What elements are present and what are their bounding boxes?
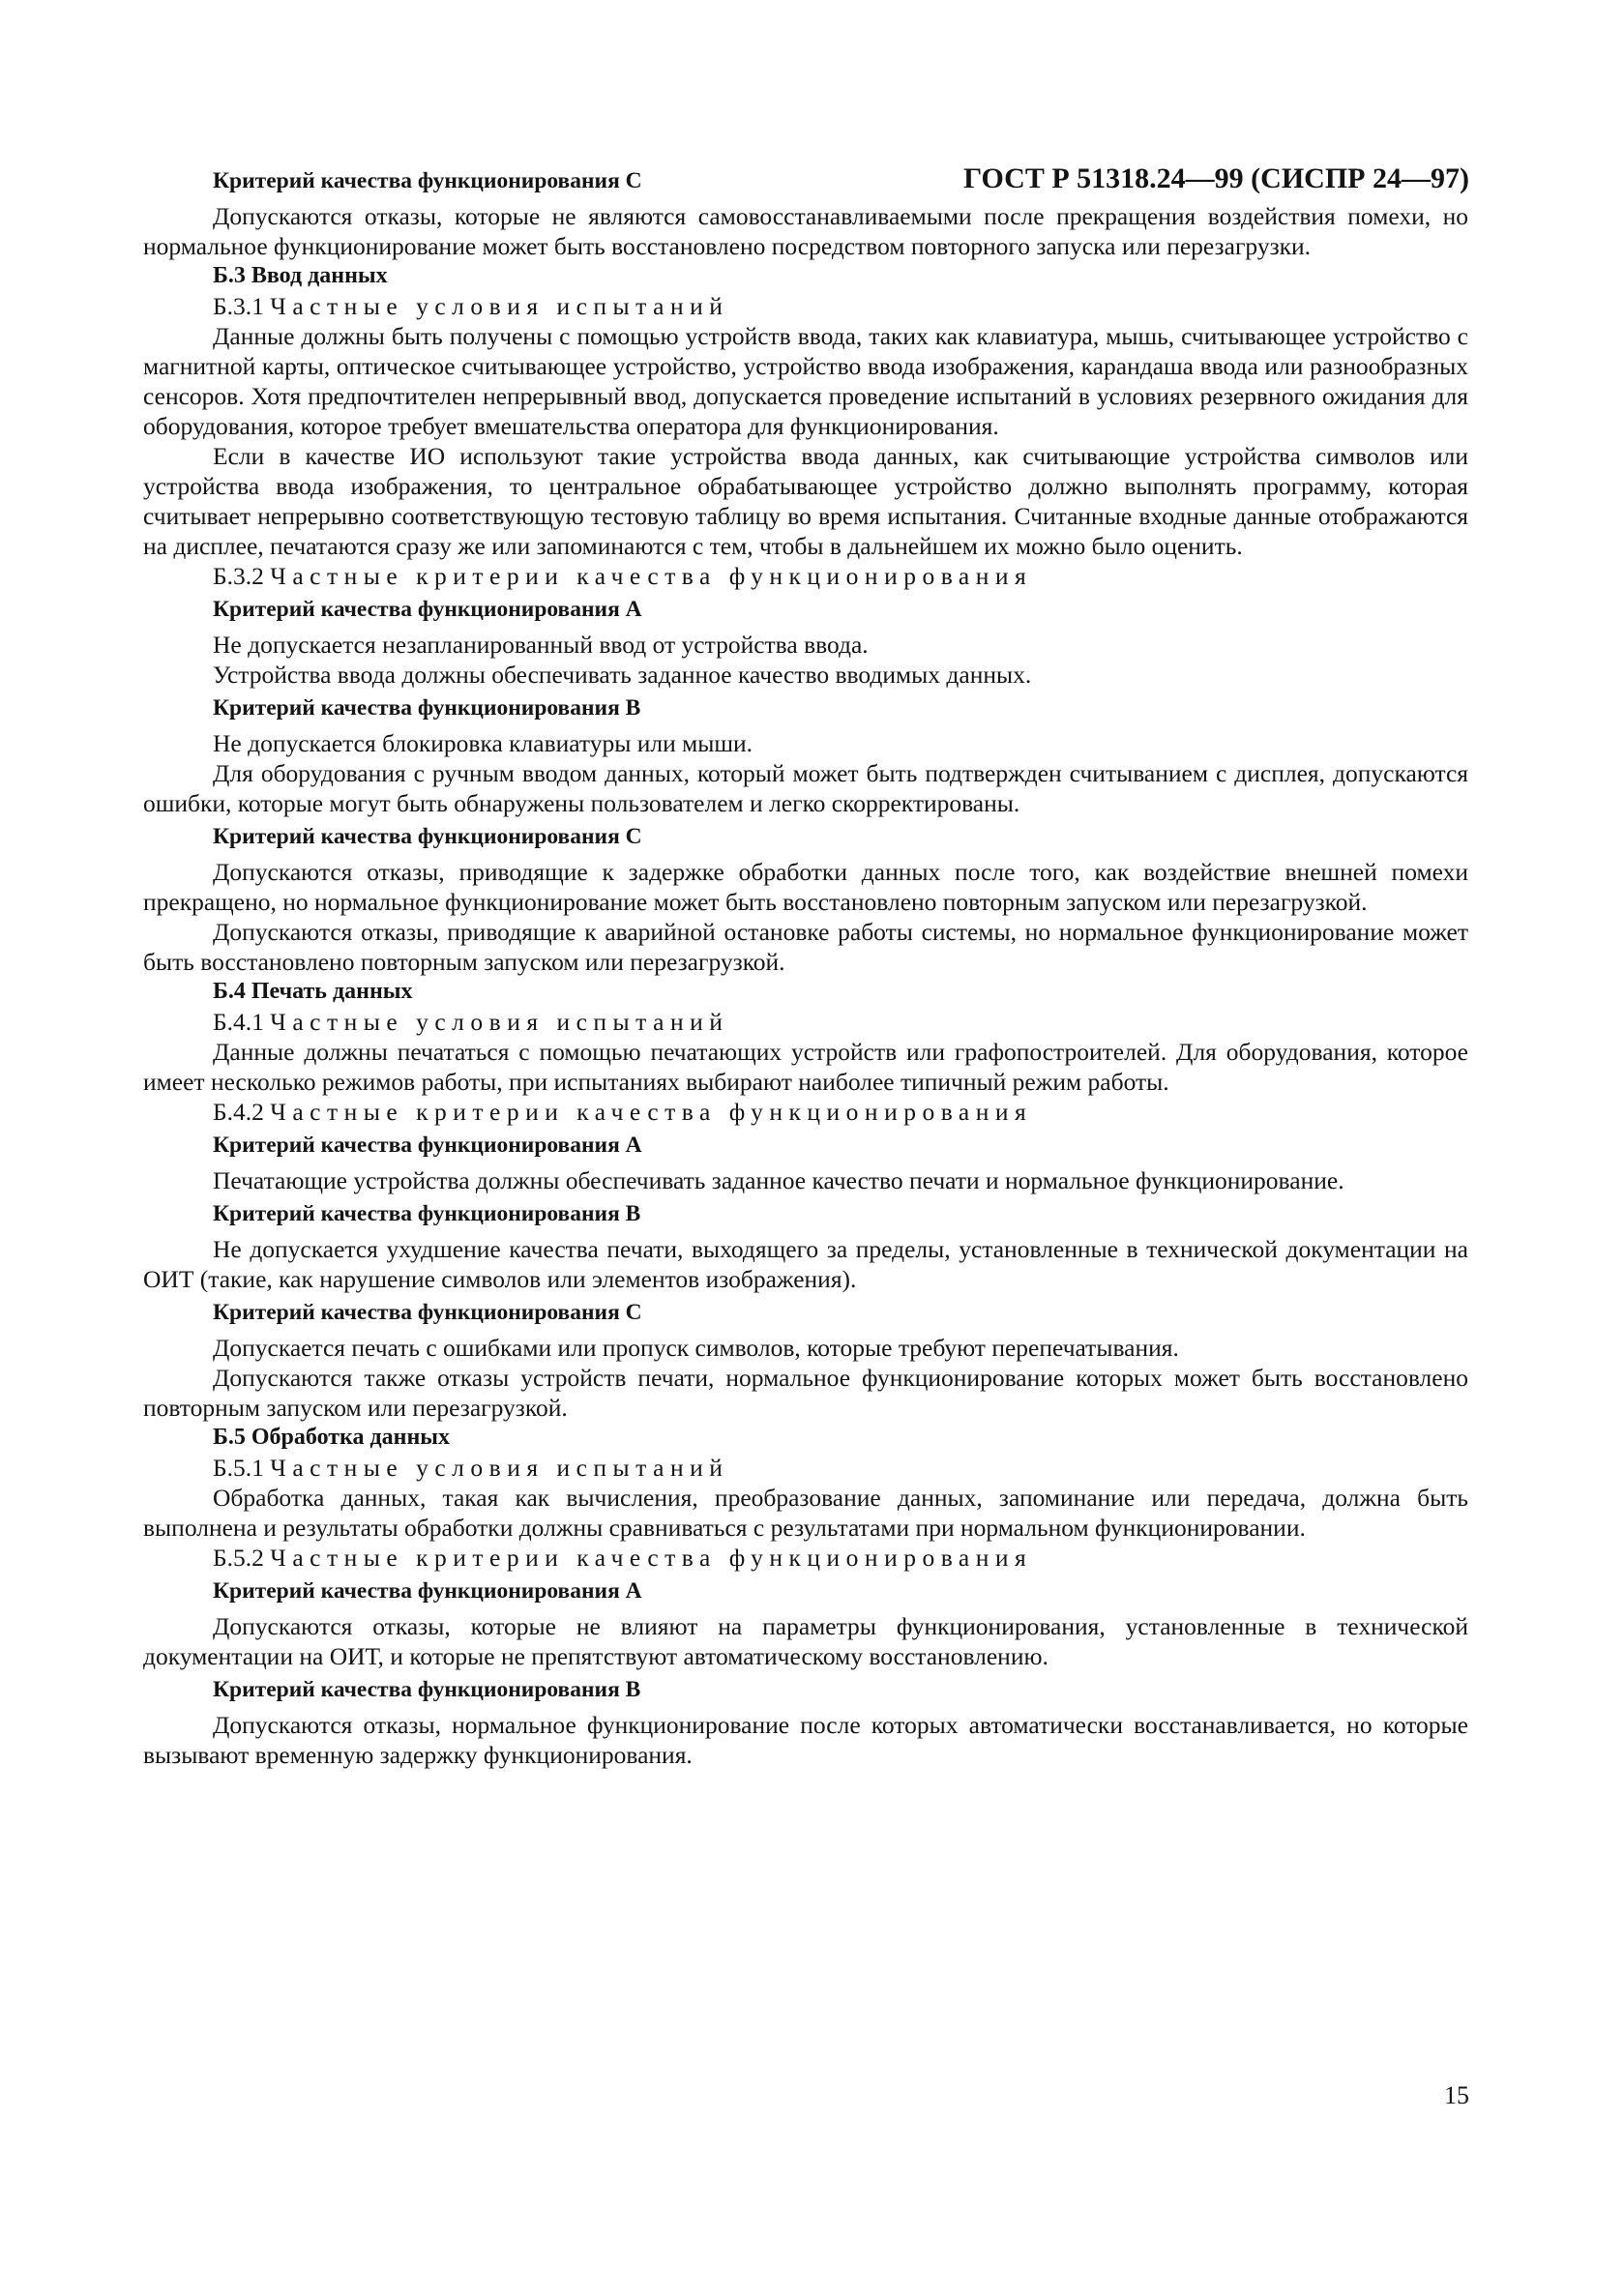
subsection-title: Частные критерии качества функционирования	[270, 1098, 1033, 1126]
section-heading: Б.4 Печать данных	[213, 979, 413, 1004]
subsection-heading	[143, 561, 1468, 591]
subsection-title: Частные условия испытаний	[270, 1454, 729, 1482]
paragraph: Допускаются отказы, нормальное функционирование после которых автоматически восстанавливается, но которые вызывают временную задержку функционирования.	[143, 1711, 1468, 1769]
subsection-number: Б.3.2	[213, 562, 264, 590]
section-heading: Б.5 Обработка данных	[213, 1425, 451, 1450]
subsection-number: Б.5.2	[213, 1544, 264, 1572]
subsection-number: Б.5.1	[213, 1454, 264, 1482]
subsection-heading	[143, 291, 1468, 321]
criterion-heading: Критерий качества функционирования В	[213, 1677, 641, 1702]
paragraph: Допускаются отказы, приводящие к задержке обработки данных после того, как воздействие внешней помехи прекращено, но нормальное функционирование может быть восстановлено повторным запуском или перезагрузкой.	[143, 858, 1468, 916]
subsection-heading	[143, 1453, 1468, 1483]
criterion-heading: Критерий качества функционирования В	[213, 695, 641, 721]
paragraph: Допускаются отказы, которые не влияют на параметры функционирования, установленные в технической документации на ОИТ, и которые не препятствуют автоматическому восстановлению.	[143, 1612, 1468, 1670]
criterion-heading: Критерий качества функционирования С	[213, 824, 642, 849]
subsection-heading	[143, 1007, 1468, 1037]
criterion-heading: Критерий качества функционирования С	[213, 1300, 642, 1325]
page-number: 15	[1444, 2081, 1469, 2109]
criterion-heading: Критерий качества функционирования В	[213, 1201, 641, 1226]
paragraph: Допускаются отказы, приводящие к аварийной остановке работы системы, но нормальное функционирование может быть восстановлено повторным запуском или перезагрузкой.	[143, 918, 1468, 976]
document-header: ГОСТ Р 51318.24—99 (СИСПР 24—97)	[963, 162, 1469, 194]
subsection-title: Частные условия испытаний	[270, 1008, 729, 1036]
paragraph: Данные должны печататься с помощью печатающих устройств или графопостроителей. Для оборудования, которое имеет несколько режимов работы, при испытаниях выбирают наиболее типичный режим работы.	[143, 1038, 1468, 1096]
paragraph: Печатающие устройства должны обеспечивать заданное качество печати и нормальное функционирование.	[213, 1166, 1344, 1194]
paragraph: Допускается печать с ошибками или пропуск символов, которые требуют перепечатывания.	[213, 1334, 1179, 1362]
paragraph: Для оборудования с ручным вводом данных, который может быть подтвержден считыванием с дисплея, допускаются ошибки, которые могут быть обнаружены пользователем и легко скорректированы.	[143, 759, 1468, 817]
subsection-number: Б.4.1	[213, 1008, 264, 1036]
criterion-heading: Критерий качества функционирования С	[213, 168, 642, 193]
criterion-heading: Критерий качества функционирования А	[213, 597, 642, 622]
paragraph: Если в качестве ИО используют такие устройства ввода данных, как считывающие устройства символов или устройства ввода изображения, то центральное обрабатывающее устройство должно выполнять программу, которая считывает непрерывно соответствующую тестовую таблицу во время испытания. Считанные входные данные отображаются на дисплее, печатаются сразу же или запоминаются с тем, чтобы в дальнейшем их можно было оценить.	[143, 442, 1468, 560]
section-heading: Б.3 Ввод данных	[213, 263, 388, 288]
paragraph: Данные должны быть получены с помощью устройств ввода, таких как клавиатура, мышь, считывающее устройство с магнитной карты, оптическое считывающее устройство, устройство ввода изображения, карандаша ввода или разнообразных сенсоров. Хотя предпочтителен непрерывный ввод, допускается проведение испытаний в условиях резервного ожидания для оборудования, которое требует вмешательства оператора для функционирования.	[143, 322, 1468, 440]
criterion-heading: Критерий качества функционирования А	[213, 1133, 642, 1158]
subsection-title: Частные критерии качества функционирования	[270, 562, 1033, 590]
subsection-number: Б.4.2	[213, 1098, 264, 1126]
subsection-number: Б.3.1	[213, 292, 264, 320]
subsection-title: Частные критерии качества функционирования	[270, 1544, 1033, 1572]
paragraph: Обработка данных, такая как вычисления, преобразование данных, запоминание или передача, должна быть выполнена и результаты обработки должны сравниваться с результатами при нормальном функционировании.	[143, 1484, 1468, 1542]
paragraph: Допускаются отказы, которые не являются самовосстанавливаемыми после прекращения воздействия помехи, но нормальное функционирование может быть восстановлено посредством повторного запуска или перезагрузки.	[143, 202, 1468, 260]
subsection-title: Частные условия испытаний	[270, 292, 729, 320]
paragraph: Устройства ввода должны обеспечивать заданное качество вводимых данных.	[213, 661, 1032, 689]
criterion-heading: Критерий качества функционирования А	[213, 1578, 642, 1604]
paragraph: Не допускается незапланированный ввод от устройства ввода.	[213, 631, 869, 659]
paragraph: Не допускается ухудшение качества печати, выходящего за пределы, установленные в технической документации на ОИТ (такие, как нарушение символов или элементов изображения).	[143, 1235, 1468, 1293]
subsection-heading	[143, 1543, 1468, 1573]
subsection-heading	[143, 1097, 1468, 1127]
paragraph: Допускаются также отказы устройств печати, нормальное функционирование которых может быть восстановлено повторным запуском или перезагрузкой.	[143, 1364, 1468, 1422]
paragraph: Не допускается блокировка клавиатуры или мыши.	[213, 729, 753, 757]
document-body	[143, 162, 1468, 1770]
